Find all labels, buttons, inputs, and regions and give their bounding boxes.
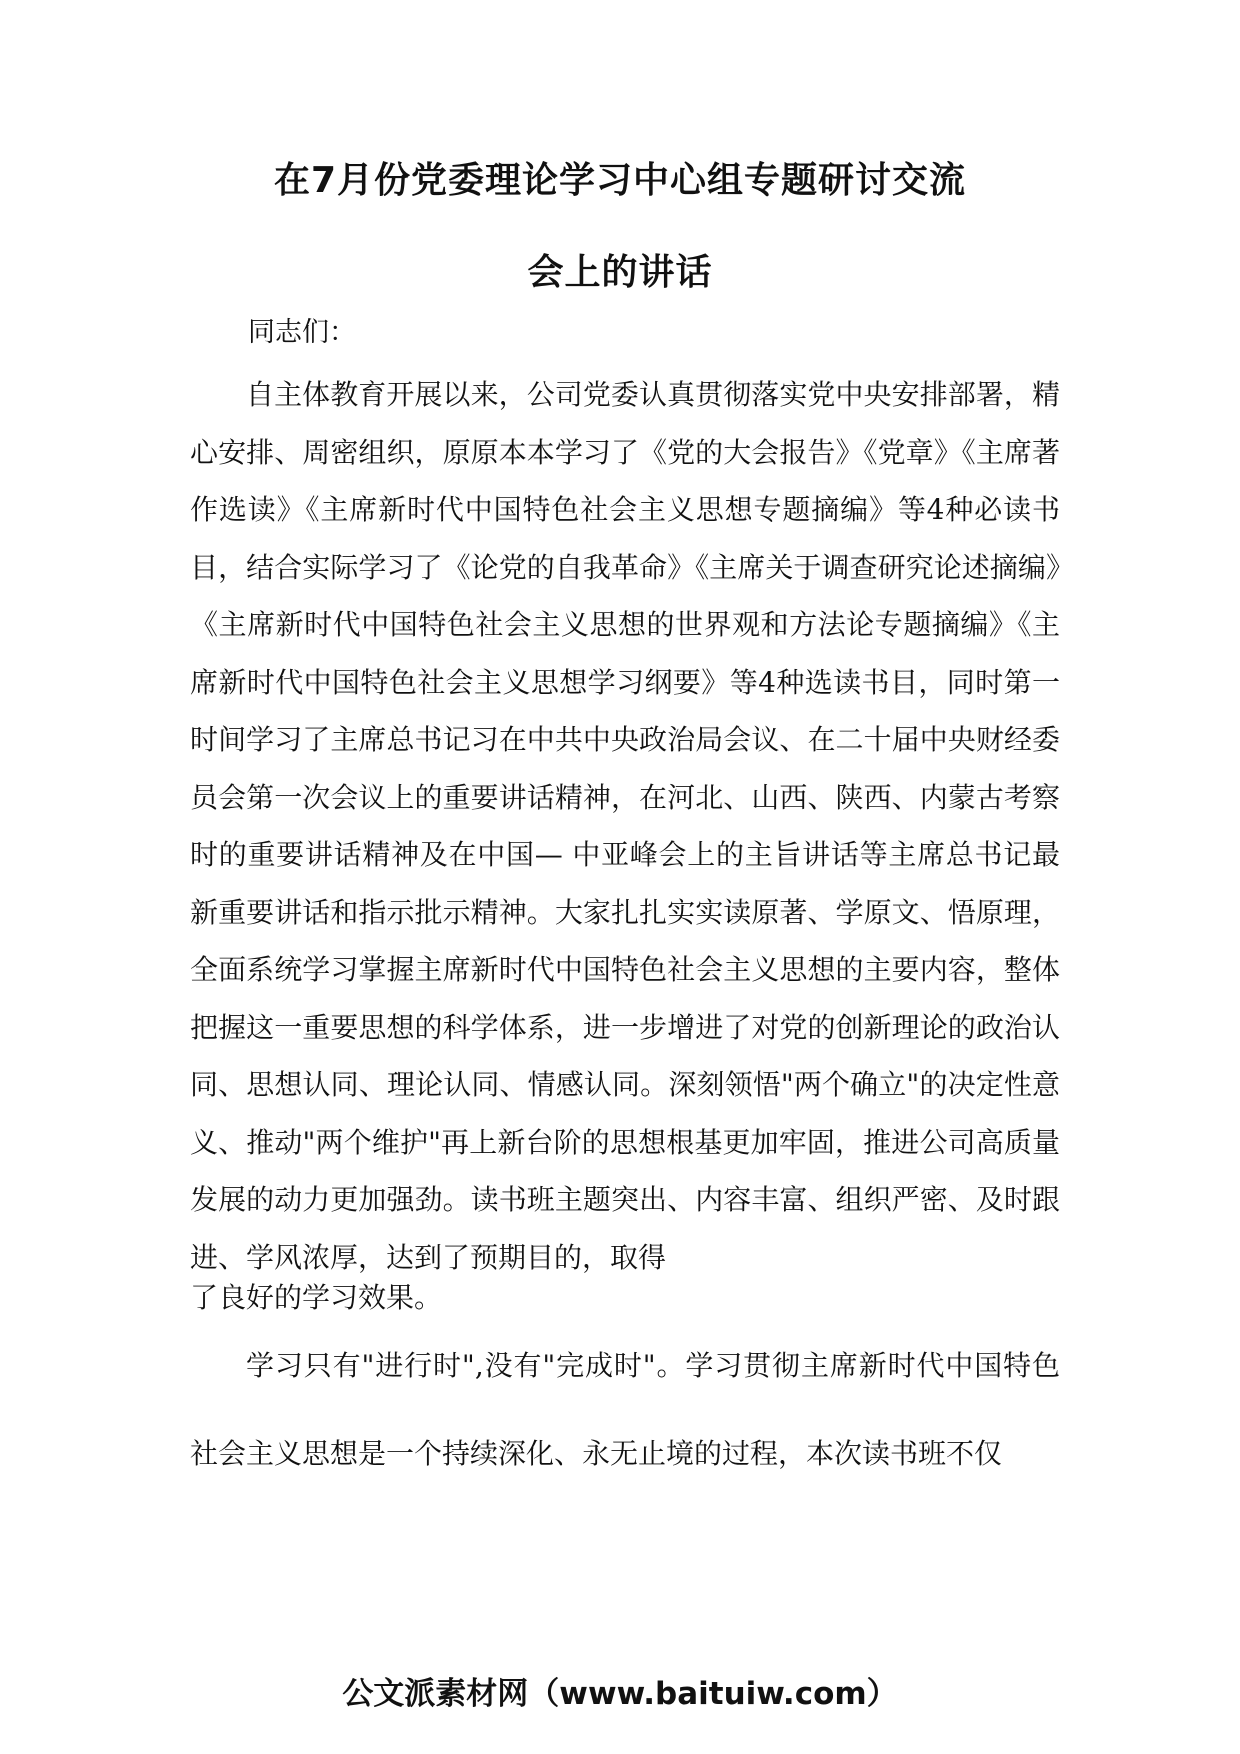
- footer-source: 公文派素材网（www.baituiw.com）: [342, 1676, 898, 1712]
- document-title-line1: 在7月份党委理论学习中心组专题研讨交流: [273, 160, 967, 201]
- salutation: 同志们：: [248, 317, 356, 348]
- paragraph-2: 学习只有"进行时",没有"完成时"。学习贯彻主席新时代中国特色社会主义思想是一个持续深化、永无止境的过程，本次读书班不仅: [190, 1349, 1060, 1470]
- document-title-line2: 会上的讲话: [527, 252, 713, 293]
- paragraph-1: 自主体教育开展以来，公司党委认真贯彻落实党中央安排部署，精心安排、周密组织，原原本本学习了《党的大会报告》《党章》《主席著作选读》《主席新时代中国特色社会主义思想专题摘编》等4种必读书目，结合实际学习了《论党的自我革命》《主席关于调查研究论述摘编》《主席新时代中国特色社会主义思想的世界观和方法论专题摘编》《主席新时代中国特色社会主义思想学习纲要》等4种选读书目，同时第一时间学习了主席总书记习在中共中央政治局会议、在二十届中央财经委员会第一次会议上的重要讲话精神，在河北、山西、陕西、内蒙古考察时的重要讲话精神及在中国— 中亚峰会上的主旨讲话等主席总书记最新重要讲话和指示批示精神。大家扎扎实实读原著、学原文、悟原理，全面系统学习掌握主席新时代中国特色社会主义思想的主要内容，整体把握这一重要思想的科学体系，进一步增进了对党的创新理论的政治认同、思想认同、理论认同、情感认同。深刻领悟"两个确立"的决定性意义、推动"两个维护"再上新台阶的思想根基更加牢固，推进公司高质量发展的动力更加强劲。读书班主题突出、内容丰富、组织严密、及时跟进、学风浓厚，达到了预期目的，取得: [190, 378, 1060, 1274]
- paragraph-1-tail: 了良好的学习效果。: [190, 1281, 443, 1314]
